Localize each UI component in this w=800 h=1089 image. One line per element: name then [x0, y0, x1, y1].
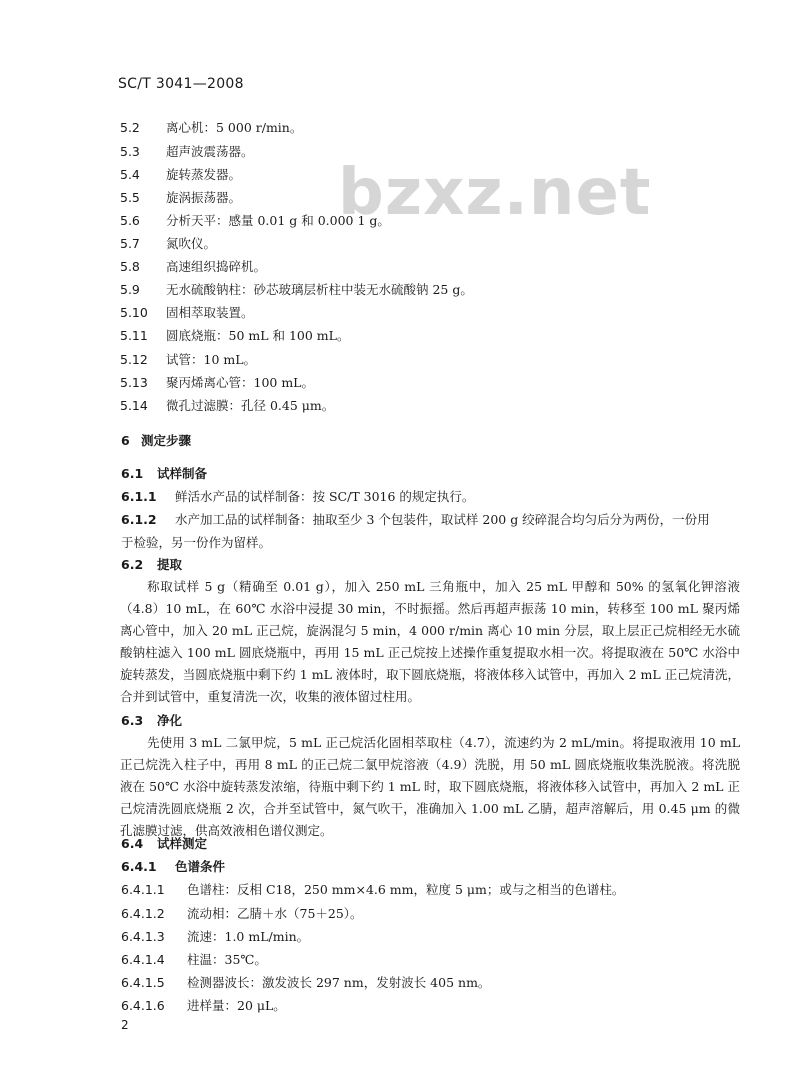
watermark: bzxz.net — [338, 156, 652, 230]
item-text: 试管：10 mL。 — [166, 352, 257, 367]
clause-continuation: 于检验，另一份作为留样。 — [121, 535, 272, 550]
list-item — [120, 166, 241, 184]
condition-number: 6.4.1.2 — [121, 906, 165, 921]
section-number: 6.3 — [121, 713, 144, 728]
item-text: 聚丙烯离心管：100 mL。 — [166, 375, 314, 390]
standard-code-header: SC/T 3041—2008 — [118, 76, 244, 92]
clause-number: 6.1.2 — [121, 512, 157, 527]
section-number: 6.4 — [121, 836, 144, 851]
item-text: 分析天平：感量 0.01 g 和 0.000 1 g。 — [166, 213, 390, 228]
clause — [121, 511, 710, 529]
paragraph-extraction: 称取试样 5 g（精确至 0.01 g），加入 250 mL 三角瓶中，加入 25 mL 甲醇和 50% 的氢氧化钾溶液（4.8）10 mL，在 60℃ 水浴中浸提 30 min，不时振摇。然后再超声振荡 10 min，转移至 100 mL 聚丙烯离心管中，加入 20 mL 正己烷，旋涡混匀 5 min，4 000 r/min 离心 10 min 分层，取上层正己烷相经无水硫酸钠柱滤入 100 mL 圆底烧瓶中，再用 15 mL 正己烷按上述操作重复提取水相一次。将提取液在 50℃ 水浴中旋转蒸发，当圆底烧瓶中剩下约 1 mL 液体时，取下圆底烧瓶，将液体移入试管中，再加入 2 mL 正己烷清洗，合并到试管中，重复清洗一次，收集的液体留过柱用。 — [120, 579, 740, 704]
list-item — [120, 189, 241, 207]
item-number: 5.12 — [120, 352, 148, 367]
condition-number: 6.4.1.5 — [121, 975, 165, 990]
item-text: 旋转蒸发器。 — [166, 167, 242, 182]
clause-text-line1: 水产加工品的试样制备：抽取至少 3 个包装件，取试样 200 g 绞碎混合均匀后分为两份，一份用 — [175, 512, 710, 527]
list-item — [120, 397, 334, 415]
item-number: 5.3 — [120, 144, 140, 159]
item-text: 高速组织捣碎机。 — [166, 259, 267, 274]
clause — [121, 488, 474, 506]
item-number: 5.9 — [120, 282, 140, 297]
item-text: 离心机：5 000 r/min。 — [166, 120, 303, 135]
item-number: 5.2 — [120, 120, 140, 135]
list-item — [120, 374, 314, 392]
item-number: 5.8 — [120, 259, 140, 274]
subsection-heading — [121, 858, 225, 876]
section-heading — [121, 432, 191, 450]
item-text: 无水硫酸钠柱：砂芯玻璃层析柱中装无水硫酸钠 25 g。 — [166, 282, 473, 297]
condition-number: 6.4.1.4 — [121, 952, 165, 967]
section-title: 测定步骤 — [141, 433, 192, 448]
condition-item — [121, 974, 490, 992]
list-item — [120, 212, 390, 230]
item-number: 5.10 — [120, 305, 148, 320]
item-number: 5.13 — [120, 375, 148, 390]
item-number: 5.5 — [120, 190, 140, 205]
list-item — [120, 304, 254, 322]
condition-number: 6.4.1.1 — [121, 882, 165, 897]
condition-text: 流动相：乙腈＋水（75＋25）。 — [187, 906, 363, 921]
section-title: 色谱条件 — [175, 859, 226, 874]
item-text: 超声波震荡器。 — [166, 144, 254, 159]
subsection-heading — [121, 465, 207, 483]
section-number: 6 — [121, 433, 130, 448]
item-number: 5.11 — [120, 328, 148, 343]
section-title: 试样测定 — [157, 836, 208, 851]
list-item — [120, 119, 302, 137]
condition-text: 柱温：35℃。 — [187, 952, 267, 967]
condition-text: 进样量：20 μL。 — [187, 998, 286, 1013]
condition-item — [121, 997, 286, 1015]
condition-text: 流速：1.0 mL/min。 — [187, 929, 310, 944]
condition-item — [121, 881, 624, 899]
item-text: 圆底烧瓶：50 mL 和 100 mL。 — [166, 328, 350, 343]
page-number: 2 — [121, 1018, 129, 1032]
item-number: 5.6 — [120, 213, 140, 228]
condition-text: 色谱柱：反相 C18，250 mm×4.6 mm，粒度 5 μm；或与之相当的色谱柱。 — [187, 882, 625, 897]
list-item — [120, 143, 254, 161]
item-text: 微孔过滤膜：孔径 0.45 μm。 — [166, 398, 335, 413]
item-number: 5.14 — [120, 398, 148, 413]
list-item — [120, 235, 216, 253]
condition-number: 6.4.1.6 — [121, 998, 165, 1013]
item-number: 5.7 — [120, 236, 140, 251]
subsection-heading — [121, 712, 182, 730]
list-item — [120, 327, 349, 345]
clause-number: 6.1.1 — [121, 489, 157, 504]
section-title: 试样制备 — [157, 466, 208, 481]
item-text: 固相萃取装置。 — [166, 305, 254, 320]
section-number: 6.4.1 — [121, 859, 157, 874]
condition-item — [121, 951, 267, 969]
subsection-heading — [121, 556, 182, 574]
item-number: 5.4 — [120, 167, 140, 182]
list-item — [120, 281, 473, 299]
item-text: 氮吹仪。 — [166, 236, 217, 251]
list-item — [120, 351, 256, 369]
section-title: 净化 — [157, 713, 183, 728]
list-item — [120, 258, 266, 276]
section-number: 6.2 — [121, 557, 144, 572]
condition-item — [121, 905, 363, 923]
paragraph-cleanup: 先使用 3 mL 二氯甲烷，5 mL 正己烷活化固相萃取柱（4.7），流速约为 2 mL/min。将提取液用 10 mL 正己烷洗入柱子中，再用 8 mL 的正己烷二氯甲烷溶液（4.9）洗脱，用 50 mL 圆底烧瓶收集洗脱液。将洗脱液在 50℃ 水浴中旋转蒸发浓缩，待瓶中剩下约 1 mL 时，取下圆底烧瓶，将液体移入试管中，再加入 2 mL 正己烷清洗圆底烧瓶 2 次，合并至试管中，氮气吹干，准确加入 1.00 mL 乙腈，超声溶解后，用 0.45 μm 的微孔滤膜过滤，供高效液相色谱仪测定。 — [120, 735, 740, 838]
condition-number: 6.4.1.3 — [121, 929, 165, 944]
section-title: 提取 — [157, 557, 183, 572]
condition-text: 检测器波长：激发波长 297 nm，发射波长 405 nm。 — [187, 975, 491, 990]
section-number: 6.1 — [121, 466, 144, 481]
condition-item — [121, 928, 309, 946]
subsection-heading — [121, 835, 207, 853]
clause-text: 鲜活水产品的试样制备：按 SC/T 3016 的规定执行。 — [175, 489, 475, 504]
item-text: 旋涡振荡器。 — [166, 190, 242, 205]
